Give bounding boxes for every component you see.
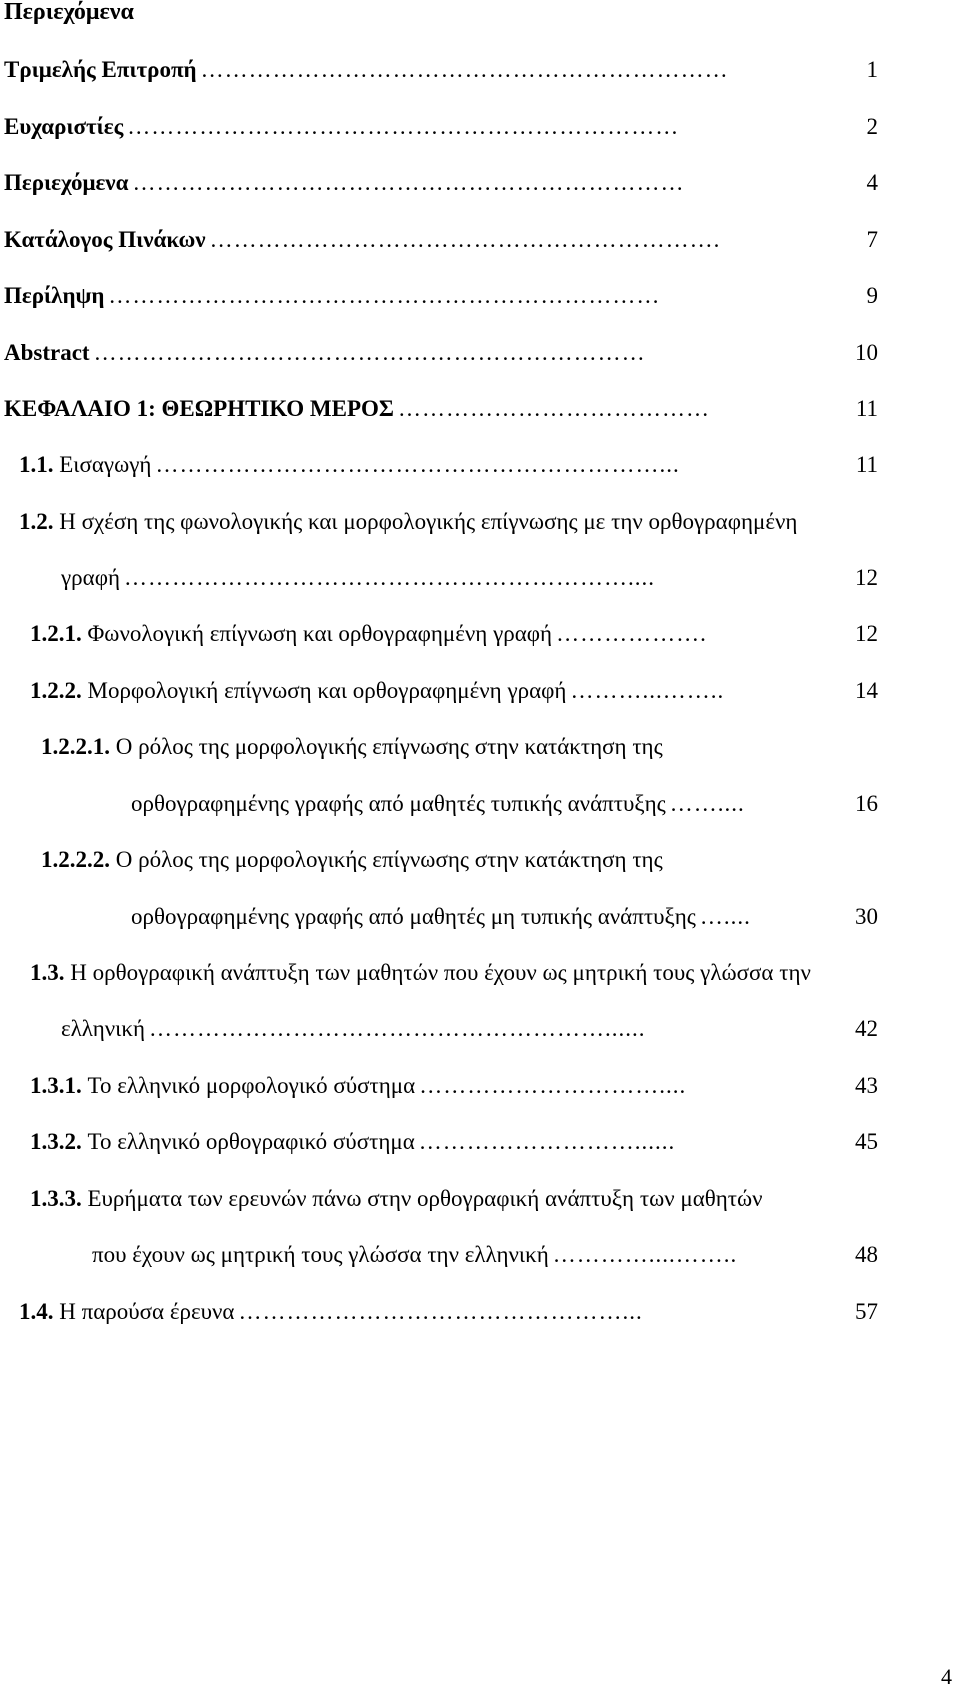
toc-entry-page: 14 [855, 678, 878, 703]
toc-entry-page: 4 [866, 170, 878, 195]
toc-entry-leader: ………………. [556, 621, 707, 646]
toc-entry-number: 1.3.2. [30, 1129, 88, 1154]
toc-entry-title: ορθογραφημένης γραφής από μαθητές τυπικής ανάπτυξης [131, 791, 666, 816]
toc-entry-page: 12 [855, 565, 878, 590]
toc-entry[interactable] [4, 281, 878, 311]
toc-entry-leader: ………………………………………………………... [155, 452, 680, 477]
toc-entry-title: ελληνική [61, 1016, 145, 1041]
toc-entry-leader: ………………………………………………………. [209, 227, 721, 252]
toc-entry[interactable] [4, 225, 878, 255]
toc-entry-leader: ………………………………… [397, 396, 710, 421]
toc-entry-title: Τριμελής Επιτροπή [4, 57, 197, 82]
toc-entry[interactable] [41, 845, 940, 875]
toc-entry-title: Το ελληνικό ορθογραφικό σύστημα [87, 1129, 415, 1154]
toc-entry[interactable] [30, 676, 878, 706]
toc-entry-page: 11 [855, 396, 878, 421]
toc-entry-number: 1.2.2. [30, 678, 88, 703]
toc-entry-leader: …………………………………………………………… [108, 283, 661, 308]
toc-entry-page: 42 [855, 1016, 878, 1041]
toc-entry-leader: ……………………………………………………….... [124, 565, 655, 590]
toc-entry-title: Περίληψη [4, 283, 105, 308]
toc-entry-leader: …………………………………………………………… [93, 340, 646, 365]
toc-entry-number: 1.2.2.2. [41, 847, 116, 872]
toc-entry[interactable] [19, 1297, 878, 1327]
toc-entry-number: 1.3.1. [30, 1073, 88, 1098]
toc-entry-page: 45 [855, 1129, 878, 1154]
toc-entry-title: Κατάλογος Πινάκων [4, 227, 206, 252]
page-number: 4 [941, 1664, 952, 1689]
toc-entry-leader: …………………………………………………………… [127, 114, 680, 139]
toc-entry-leader: …………....…….. [552, 1242, 738, 1267]
toc-entry-title: Μορφολογική επίγνωση και ορθογραφημένη γραφή [87, 678, 567, 703]
toc-entry-page: 48 [855, 1242, 878, 1267]
toc-entry-page: 57 [855, 1299, 878, 1324]
toc-entry-number: 1.2. [19, 509, 60, 534]
toc-entry[interactable] [41, 732, 940, 762]
toc-entry-title: Ευχαριστίες [4, 114, 124, 139]
toc-entry-title: Η ορθογραφική ανάπτυξη των μαθητών που έχουν ως μητρική τους γλώσσα την [70, 960, 811, 985]
toc-entry-title: Ο ρόλος της μορφολογικής επίγνωσης στην κατάκτηση της [115, 847, 663, 872]
toc-entry-title: Abstract [4, 340, 90, 365]
toc-entry[interactable] [30, 1071, 878, 1101]
toc-entry[interactable] [61, 1014, 878, 1044]
toc-entry[interactable] [131, 789, 878, 819]
toc-entry[interactable] [19, 507, 878, 537]
toc-entry-leader: …………………………………………... [238, 1299, 643, 1324]
toc-entry[interactable] [4, 394, 878, 424]
toc-entry-title: που έχουν ως μητρική τους γλώσσα την ελληνική [92, 1242, 549, 1267]
toc-entry-leader: ………………………….... [419, 1073, 687, 1098]
toc-entry-title: Το ελληνικό μορφολογικό σύστημα [87, 1073, 416, 1098]
toc-entry-title: γραφή [61, 565, 120, 590]
toc-entry[interactable] [92, 1240, 878, 1270]
toc-entry[interactable] [30, 958, 940, 988]
toc-entry[interactable] [4, 338, 878, 368]
toc-entry[interactable] [4, 168, 878, 198]
toc-entry-number: 1.1. [19, 452, 60, 477]
toc-entry-leader: ………...…….. [570, 678, 725, 703]
toc-entry-title: Ο ρόλος της μορφολογικής επίγνωσης στην κατάκτηση της [115, 734, 663, 759]
toc-entry-title: ΚΕΦΑΛΑΙΟ 1: ΘΕΩΡΗΤΙΚΟ ΜΕΡΟΣ [4, 396, 394, 421]
toc-entry-page: 10 [855, 340, 878, 365]
toc-entry-title: Ευρήματα των ερευνών πάνω στην ορθογραφική ανάπτυξη των μαθητών [87, 1186, 763, 1211]
toc-entry-title: Φωνολογική επίγνωση και ορθογραφημένη γραφή [87, 621, 553, 646]
toc-entry-number: 1.2.2.1. [41, 734, 116, 759]
toc-entry-page: 7 [866, 227, 878, 252]
toc-entry[interactable] [30, 1127, 878, 1157]
toc-entry-page: 43 [855, 1073, 878, 1098]
toc-entry[interactable] [61, 563, 878, 593]
toc-entry-title: Εισαγωγή [59, 452, 152, 477]
toc-entry-number: 1.4. [19, 1299, 60, 1324]
toc-entry[interactable] [4, 112, 878, 142]
toc-entry-title: ορθογραφημένης γραφής από μαθητές μη τυπικής ανάπτυξης [131, 904, 696, 929]
toc-entry-leader: …………………………………………………………… [132, 170, 685, 195]
toc-entry-leader: ………………………...... [418, 1129, 676, 1154]
toc-entry[interactable] [131, 902, 878, 932]
toc-entry-page: 12 [855, 621, 878, 646]
toc-entry[interactable] [19, 450, 878, 480]
toc-entry[interactable] [4, 55, 878, 85]
toc-entry-number: 1.3.3. [30, 1186, 88, 1211]
toc-entry[interactable] [30, 619, 878, 649]
toc-entry-page: 1 [866, 57, 878, 82]
toc-entry-page: 2 [866, 114, 878, 139]
toc-entry-leader: …….... [669, 791, 745, 816]
toc-entry-number: 1.3. [30, 960, 71, 985]
toc-entry-leader: ………………………………………………………… [200, 57, 729, 82]
toc-entry-page: 11 [855, 452, 878, 477]
toc-heading: Περιεχόμενα [4, 0, 134, 25]
toc-entry-page: 9 [866, 283, 878, 308]
toc-entry-number: 1.2.1. [30, 621, 88, 646]
toc-entry-leader: …………………………………………………...... [149, 1016, 646, 1041]
toc-entry-page: 30 [855, 904, 878, 929]
toc-entry-page: 16 [855, 791, 878, 816]
toc-entry-title: Η παρούσα έρευνα [59, 1299, 235, 1324]
toc-entry-title: Η σχέση της φωνολογικής και μορφολογικής επίγνωσης με την ορθογραφημένη [59, 509, 798, 534]
toc-entry[interactable] [30, 1184, 940, 1214]
toc-entry-title: Περιεχόμενα [4, 170, 129, 195]
toc-entry-leader: ….... [699, 904, 751, 929]
